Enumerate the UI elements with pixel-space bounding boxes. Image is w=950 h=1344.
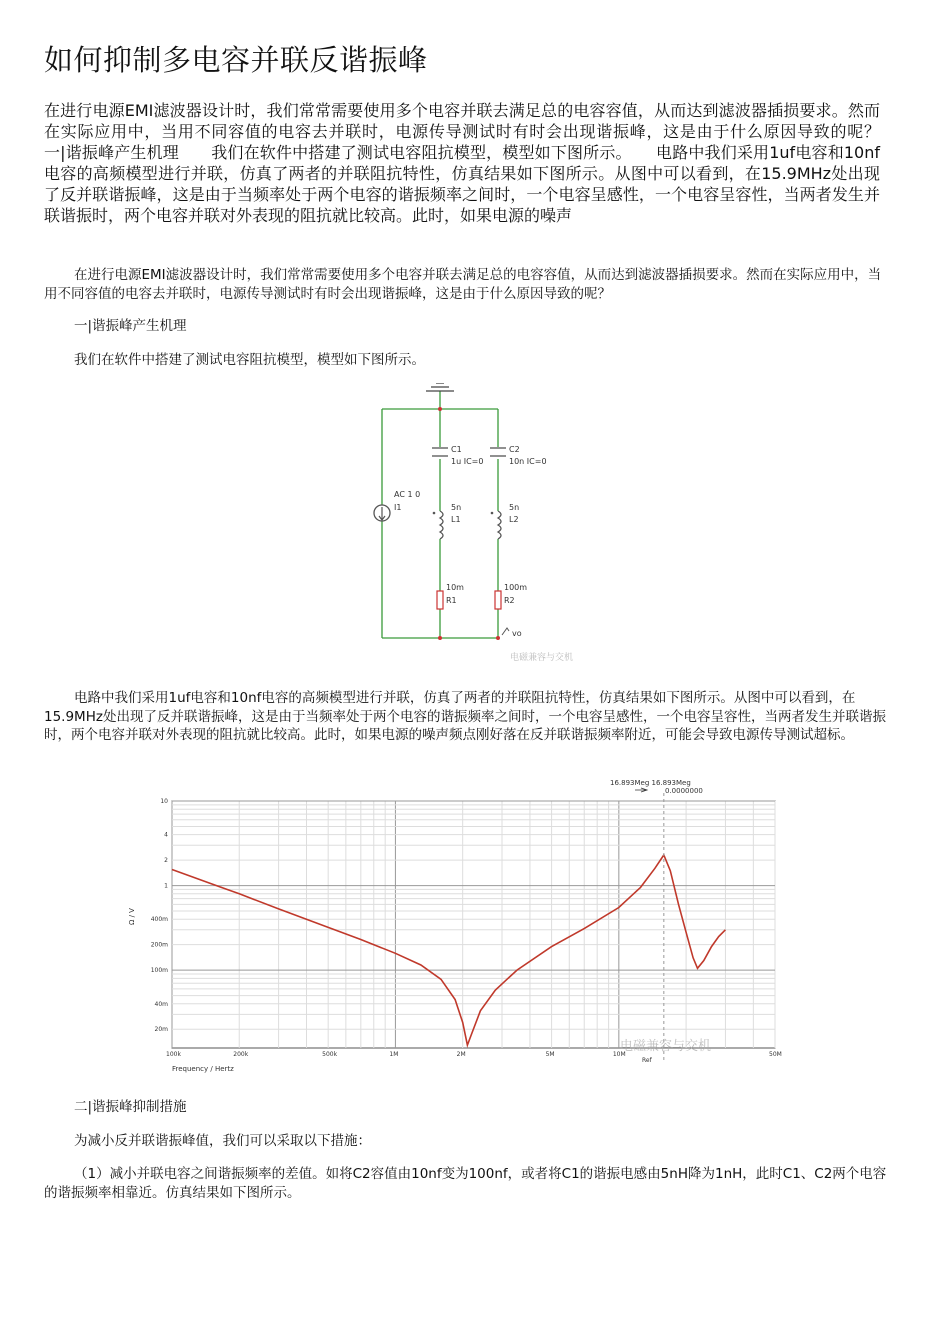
r2-value: 100m <box>504 583 528 592</box>
x-tick-label: 5M <box>545 1051 555 1058</box>
y-tick-label: 20m <box>154 1026 168 1034</box>
x-tick-label: 200k <box>233 1051 249 1058</box>
x-tick-label: 10M <box>612 1051 626 1058</box>
paragraph-model: 我们在软件中搭建了测试电容阻抗模型，模型如下图所示。 <box>74 352 425 368</box>
inductor-l2 <box>498 511 501 539</box>
cursor-label: 16.893Meg 16.893Meg <box>610 779 691 787</box>
section-heading-suppression: 二|谐振峰抑制措施 <box>74 1099 187 1115</box>
source-name: I1 <box>394 503 402 512</box>
r2-name: R2 <box>504 596 515 605</box>
source-label: AC 1 0 <box>394 490 421 499</box>
chart-watermark: 电磁兼容与交机 <box>620 1039 712 1054</box>
bottom-node-1 <box>438 636 442 640</box>
cursor-arrow-icon <box>635 788 647 792</box>
c1-name: C1 <box>451 445 462 454</box>
cursor-axis-label: Ref <box>642 1057 652 1064</box>
x-axis-label: Frequency / Hertz <box>172 1065 234 1073</box>
resistor-r2 <box>495 591 501 609</box>
paragraph-measure-1: （1）减小并联电容之间谐振频率的差值。如将C2容值由10nf变为100nf，或者将C1的谐振电感由5nH降为1nH，此时C1、C2两个电容的谐振频率相靠近。仿真结果如下图所示。 <box>44 1166 887 1201</box>
paragraph-intro: 在进行电源EMI滤波器设计时，我们常常需要使用多个电容并联去满足总的电容容值，从而达到滤波器插损要求。然而在实际应用中，当用不同容值的电容去并联时，电源传导测试时有时会出现谐振峰，这是由于什么原因导致的呢？ <box>44 267 882 302</box>
y-tick-label: 100m <box>150 967 168 975</box>
l2-name: L2 <box>509 515 519 524</box>
paragraph-simulation: 电路中我们采用1uf电容和10nf电容的高频模型进行并联，仿真了两者的并联阻抗特性，仿真结果如下图所示。从图中可以看到，在15.9MHz处出现了反并联谐振峰，这是由于当频率处于两个电容的谐振频率之间时，一个电容呈感性，一个电容呈容性，当两者发生并联谐振时，两个电容并联对外表现的阻抗就比较高。此时，如果电源的噪声频点刚好落在反并联谐振频率附近，可能会导致电源传导测试超标。 <box>44 690 886 743</box>
l1-value: 5n <box>451 503 462 512</box>
y-tick-label: 2 <box>164 857 168 865</box>
y-tick-label: 10 <box>160 798 168 805</box>
bottom-node-2 <box>496 636 500 640</box>
c2-name: C2 <box>509 445 520 454</box>
y-tick-label: 400m <box>150 916 168 924</box>
y-tick-label: 40m <box>154 1000 168 1008</box>
l2-value: 5n <box>509 503 520 512</box>
x-tick-label: 500k <box>322 1051 338 1058</box>
probe-icon <box>502 628 509 635</box>
inductor-l1 <box>440 511 443 539</box>
article-summary: 在进行电源EMI滤波器设计时，我们常常需要使用多个电容并联去满足总的电容容值，从而达到滤波器插损要求。然而在实际应用中，当用不同容值的电容去并联时，电源传导测试时有时会出现谐振峰，这是由于什么原因导致的呢？ 一|谐振峰产生机理 我们在软件中搭建了测试电容阻抗模型，模型如下图所示。 电路中我们采用1uf电容和10nf电容的高频模型进行并联，仿真了两者的并联阻抗特性，仿真结果如下图所示。从图中可以看到，在15.9MHz处出现了反并联谐振峰，这是由于当频率处于两个电容的谐振频率之间时，一个电容呈感性，一个电容呈容性，当两者发生并联谐振时，两个电容并联对外表现的阻抗就比较高。此时，如果电源的噪声 <box>44 101 913 225</box>
c1-value: 1u IC=0 <box>451 457 484 466</box>
r1-value: 10m <box>446 583 464 592</box>
page-title: 如何抑制多电容并联反谐振峰 <box>44 43 428 77</box>
y-axis-label: Ω / V <box>128 908 136 925</box>
x-tick-label: 50M <box>769 1051 782 1058</box>
l1-dot <box>433 512 436 515</box>
section-heading-mechanism: 一|谐振峰产生机理 <box>74 318 187 334</box>
paragraph-measures: 为减小反并联谐振峰值，我们可以采取以下措施： <box>74 1133 371 1149</box>
cursor-delta: 0.0000000 <box>665 787 703 795</box>
circuit-watermark: 电磁兼容与交机 <box>510 653 574 663</box>
top-node <box>438 407 442 411</box>
y-tick-label: 200m <box>150 941 168 949</box>
y-tick-label: 1 <box>164 882 168 890</box>
x-tick-label: 100k <box>166 1051 181 1058</box>
impedance-chart <box>120 773 790 1078</box>
l1-name: L1 <box>451 515 461 524</box>
r1-name: R1 <box>446 596 457 605</box>
x-tick-label: 1M <box>389 1051 399 1058</box>
y-tick-label: 4 <box>164 831 168 839</box>
probe-label: vo <box>512 629 522 638</box>
resistor-r1 <box>437 591 443 609</box>
l2-dot <box>491 512 494 515</box>
x-tick-label: 2M <box>456 1051 466 1058</box>
circuit-diagram <box>360 383 620 673</box>
c2-value: 10n IC=0 <box>509 457 547 466</box>
